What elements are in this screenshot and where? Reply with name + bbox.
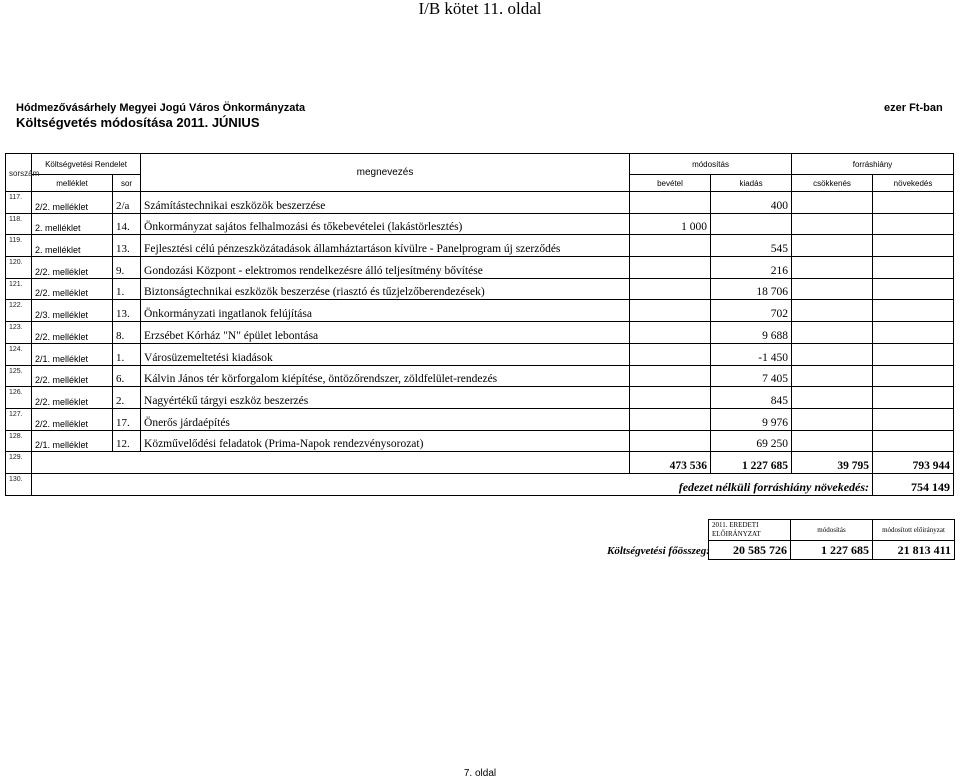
document-title: Költségvetés módosítása 2011. JÚNIUS [16,115,260,130]
kiadas-cell: 7 405 [711,365,792,387]
row-number: 129. [6,452,32,474]
header-megnevezes: megnevezés [141,154,630,192]
table-row [6,343,954,365]
bevetel-cell [630,408,711,430]
table-row [6,192,954,214]
sor-cell: 17. [113,408,141,430]
summary-header-original: 2011. EREDETI ELŐIRÁNYZAT [709,520,791,541]
header-sor: sor [113,175,141,192]
bevetel-cell [630,430,711,452]
summary-header-modification: módosítás [791,520,873,541]
novekedes-cell [873,387,954,409]
csokkenes-cell [792,322,873,344]
melleklet-cell: 2. melléklet [32,235,113,257]
kiadas-cell: 400 [711,192,792,214]
row-number: 127. [6,408,32,430]
sor-cell: 1. [113,278,141,300]
sor-cell: 8. [113,322,141,344]
melleklet-cell: 2. melléklet [32,213,113,235]
csokkenes-cell [792,365,873,387]
bevetel-cell [630,343,711,365]
novekedes-cell [873,408,954,430]
row-number: 128. [6,430,32,452]
csokkenes-cell [792,387,873,409]
summary-header-modified: módosított előirányzat [873,520,955,541]
page-footer: 7. oldal [463,768,497,779]
summary-value-row [709,541,955,560]
description-cell: Biztonságtechnikai eszközök beszerzése (riasztó és tűzjelzőberendezések) [141,278,630,300]
kiadas-cell: 9 688 [711,322,792,344]
table-row [6,322,954,344]
bevetel-cell [630,322,711,344]
currency-unit: ezer Ft-ban [884,102,943,114]
csokkenes-cell [792,257,873,279]
budget-modification-table [5,153,954,496]
description-cell: Gondozási Központ - elektromos rendelkezésre álló teljesítmény bővítése [141,257,630,279]
row-number: 130. [6,474,32,496]
main-budget-label: Költségvetési főösszeg: [607,545,710,557]
novekedes-cell [873,278,954,300]
melleklet-cell: 2/2. melléklet [32,408,113,430]
totals-row [6,452,954,474]
row-number: 118. [6,213,32,235]
kiadas-cell: 69 250 [711,430,792,452]
summary-original-value: 20 585 726 [709,541,791,560]
description-cell: Önkormányzati ingatlanok felújítása [141,300,630,322]
sor-cell: 2/a [113,192,141,214]
description-cell: Erzsébet Kórház "N" épület lebontása [141,322,630,344]
row-number: 119. [6,235,32,257]
row-number: 123. [6,322,32,344]
bevetel-cell [630,278,711,300]
melleklet-cell: 2/3. melléklet [32,300,113,322]
header-rendelet: Költségvetési Rendelet [32,154,141,175]
novekedes-cell [873,235,954,257]
bevetel-cell [630,235,711,257]
melleklet-cell: 2/2. melléklet [32,365,113,387]
sor-cell: 13. [113,300,141,322]
row-number: 117. [6,192,32,214]
bevetel-cell: 1 000 [630,213,711,235]
total-kiadas: 1 227 685 [711,452,792,474]
kiadas-cell: 18 706 [711,278,792,300]
melleklet-cell: 2/2. melléklet [32,387,113,409]
sor-cell: 12. [113,430,141,452]
novekedes-cell [873,213,954,235]
deficit-row [6,474,954,496]
kiadas-cell [711,213,792,235]
summary-modified-value: 21 813 411 [873,541,955,560]
description-cell: Önerős járdaépítés [141,408,630,430]
novekedes-cell [873,192,954,214]
melleklet-cell: 2/1. melléklet [32,430,113,452]
table-row [6,408,954,430]
header-sorszam: sorszám [6,154,32,192]
bevetel-cell [630,300,711,322]
row-number: 126. [6,387,32,409]
total-novekedes: 793 944 [873,452,954,474]
table-row [6,365,954,387]
csokkenes-cell [792,213,873,235]
sor-cell: 1. [113,343,141,365]
kiadas-cell: 702 [711,300,792,322]
bevetel-cell [630,192,711,214]
description-cell: Számítástechnikai eszközök beszerzése [141,192,630,214]
header-kiadas: kiadás [711,175,792,192]
organization-name: Hódmezővásárhely Megyei Jogú Város Önkormányzata [16,102,306,114]
main-budget-table [708,519,955,560]
table-row [6,300,954,322]
row-number: 122. [6,300,32,322]
table-row [6,213,954,235]
description-cell: Nagyértékű tárgyi eszköz beszerzés [141,387,630,409]
table-row [6,278,954,300]
csokkenes-cell [792,343,873,365]
melleklet-cell: 2/2. melléklet [32,278,113,300]
header-csokkenes: csökkenés [792,175,873,192]
row-number: 121. [6,278,32,300]
header-forrashiany: forráshiány [792,154,954,175]
kiadas-cell: 9 976 [711,408,792,430]
description-cell: Fejlesztési célú pénzeszközátadások államháztartáson kívülre - Panelprogram új szerződés [141,235,630,257]
total-csokkenes: 39 795 [792,452,873,474]
csokkenes-cell [792,235,873,257]
csokkenes-cell [792,278,873,300]
novekedes-cell [873,322,954,344]
header-novekedes: növekedés [873,175,954,192]
bevetel-cell [630,387,711,409]
table-row [6,257,954,279]
header-melleklet: melléklet [32,175,113,192]
description-cell: Önkormányzat sajátos felhalmozási és tőkebevételei (lakástörlesztés) [141,213,630,235]
deficit-label: fedezet nélküli forráshiány növekedés: [32,474,873,496]
csokkenes-cell [792,192,873,214]
description-cell: Közművelődési feladatok (Prima-Napok rendezvénysorozat) [141,430,630,452]
novekedes-cell [873,343,954,365]
kiadas-cell: 545 [711,235,792,257]
bevetel-cell [630,365,711,387]
melleklet-cell: 2/2. melléklet [32,257,113,279]
row-number: 125. [6,365,32,387]
bevetel-cell [630,257,711,279]
row-number: 124. [6,343,32,365]
sor-cell: 14. [113,213,141,235]
summary-modification-value: 1 227 685 [791,541,873,560]
description-cell: Kálvin János tér körforgalom kiépítése, öntözőrendszer, zöldfelület-rendezés [141,365,630,387]
csokkenes-cell [792,300,873,322]
csokkenes-cell [792,430,873,452]
sor-cell: 13. [113,235,141,257]
table-row [6,235,954,257]
row-number: 120. [6,257,32,279]
page-header: I/B kötet 11. oldal [418,0,542,18]
description-cell: Városüzemeltetési kiadások [141,343,630,365]
table-row [6,387,954,409]
deficit-value: 754 149 [873,474,954,496]
csokkenes-cell [792,408,873,430]
novekedes-cell [873,365,954,387]
novekedes-cell [873,300,954,322]
sor-cell: 2. [113,387,141,409]
melleklet-cell: 2/2. melléklet [32,192,113,214]
header-row-top [6,154,954,175]
kiadas-cell: -1 450 [711,343,792,365]
total-bevetel: 473 536 [630,452,711,474]
melleklet-cell: 2/1. melléklet [32,343,113,365]
table-row [6,430,954,452]
table-body [6,192,954,452]
novekedes-cell [873,257,954,279]
novekedes-cell [873,430,954,452]
header-bevetel: bevétel [630,175,711,192]
melleklet-cell: 2/2. melléklet [32,322,113,344]
sor-cell: 9. [113,257,141,279]
sor-cell: 6. [113,365,141,387]
kiadas-cell: 216 [711,257,792,279]
summary-header-row [709,520,955,541]
kiadas-cell: 845 [711,387,792,409]
header-modositas: módosítás [630,154,792,175]
